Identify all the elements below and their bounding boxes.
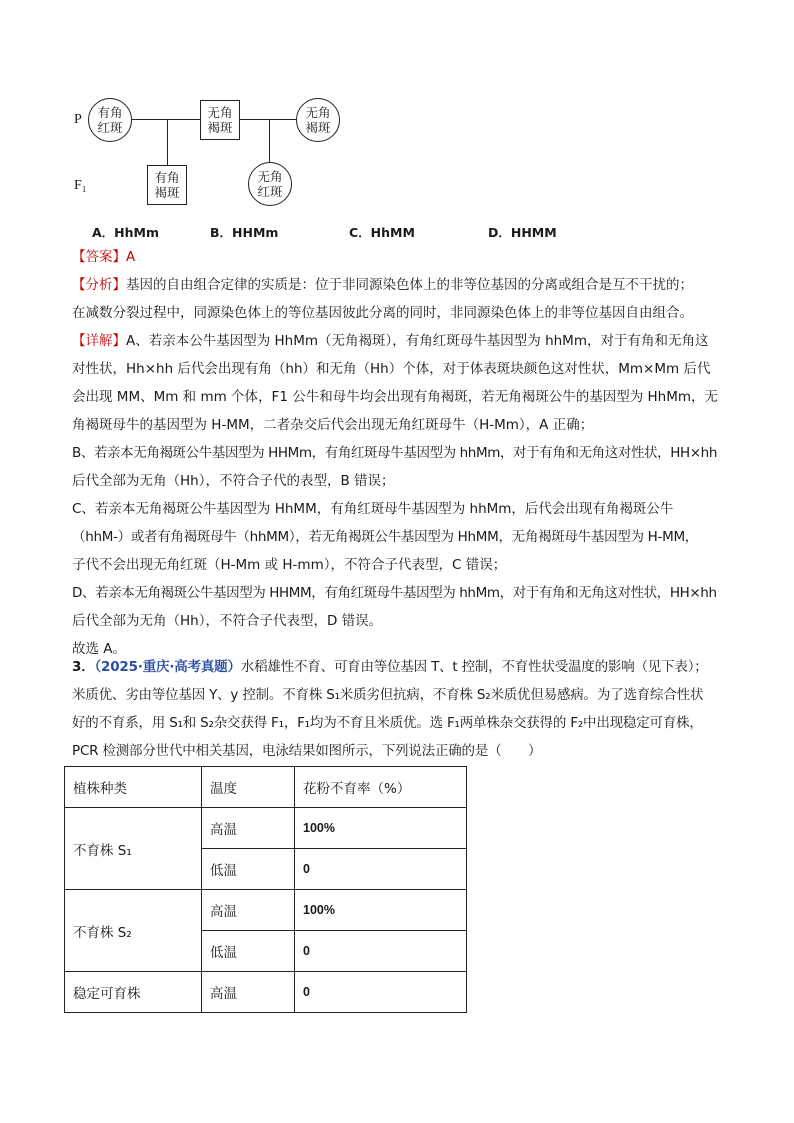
answer-line (72, 243, 732, 271)
table-cell-temp: 高温 (202, 972, 295, 1013)
analysis-line-2: 在减数分裂过程中，同源染色体上的等位基因彼此分离的同时，非同源染色体上的非等位基因自由组合。 (72, 305, 693, 321)
table-row (65, 890, 467, 931)
detail-line-6: 后代全部为无角（Hh），不符合子代的表型，B 错误； (72, 473, 395, 489)
option-c: C．HhMM (349, 225, 415, 240)
detail-line-9: 子代不会出现无角红斑（H-Mm 或 H-mm），不符合子代表型，C 错误； (72, 557, 507, 573)
table-cell-rate: 0 (295, 849, 467, 890)
table-cell-rate: 100% (295, 890, 467, 931)
detail-line-8: （hhM-）或者有角褐斑母牛（hhMM），若无角褐斑公牛基因型为 HhMM，无角褐斑母牛基因型为 H-MM， (72, 529, 698, 545)
descent-line-left (167, 119, 168, 165)
table-cell-rate: 0 (295, 972, 467, 1013)
answer-value: A (126, 249, 136, 265)
table-header: 花粉不育率（%） (295, 767, 467, 808)
analysis-label: 【分析】 (72, 277, 126, 293)
table-cell-plant: 稳定可育株 (65, 972, 202, 1013)
solution-section (72, 243, 732, 663)
option-a: A．HhMm (92, 225, 159, 240)
table-header: 植株种类 (65, 767, 202, 808)
f1-female-node: 无角 红斑 (248, 162, 292, 206)
question-number: 3． (72, 659, 95, 675)
detail-line-1: 【详解】A、若亲本公牛基因型为 HhMm（无角褐斑），有角红斑母牛基因型为 hhMm，对于有角和无角这 (72, 333, 709, 349)
detail-line-7: C、若亲本无角褐斑公牛基因型为 HhMM，有角红斑母牛基因型为 hhMm，后代会出现有角褐斑公牛 (72, 501, 674, 517)
question-3-line-2: 米质优、劣由等位基因 Y、y 控制。不育株 S₁米质劣但抗病，不育株 S₂米质优但易感病。为了选育综合性状 (72, 687, 704, 703)
p-female-right-node: 无角 褐斑 (296, 98, 340, 142)
option-b: B．HHMm (210, 225, 279, 240)
table-row (65, 808, 467, 849)
f1-male-node: 有角 褐斑 (147, 165, 187, 205)
table-cell-temp: 低温 (202, 931, 295, 972)
table-cell-plant: 不育株 S₁ (65, 808, 202, 890)
answer-label: 【答案】 (72, 249, 126, 265)
detail-line-5: B、若亲本无角褐斑公牛基因型为 HHMm，有角红斑母牛基因型为 hhMm，对于有角和无角这对性状，HH×hh (72, 445, 717, 461)
descent-line-right (269, 119, 270, 162)
table-header-row (65, 767, 467, 808)
question-3-line-3: 好的不育系，用 S₁和 S₂杂交获得 F₁，F₁均为不育且米质优。选 F₁两单株杂交获得的 F₂中出现稳定可育株， (72, 715, 703, 731)
detail-line-2: 对性状，Hh×hh 后代会出现有角（hh）和无角（Hh）个体，对于体表斑块颜色这对性状，Mm×Mm 后代 (72, 361, 711, 377)
generation-p-label: P (74, 112, 82, 127)
question-3-line-1: 3．（2025·重庆·高考真题）水稻雄性不育、可育由等位基因 T、t 控制，不育性状受温度的影响（见下表）； (72, 659, 708, 675)
table-cell-plant: 不育株 S₂ (65, 890, 202, 972)
detail-line-11: 后代全部为无角（Hh），不符合子代表型，D 错误。 (72, 613, 383, 629)
question-source: （2025·重庆·高考真题） (94, 659, 241, 675)
detail-line-3: 会出现 MM、Mm 和 mm 个体，F1 公牛和母牛均会出现有角褐斑，若无角褐斑公牛的基因型为 HhMm，无 (72, 389, 719, 405)
mating-line-left (132, 119, 200, 120)
pedigree-diagram (70, 90, 370, 220)
detail-line-4: 角褐斑母牛的基因型为 H-MM，二者杂交后代会出现无角红斑母牛（H-Mm），A 正确； (72, 417, 594, 433)
table-cell-temp: 高温 (202, 808, 295, 849)
p-female-left-node: 有角 红斑 (88, 98, 132, 142)
option-d: D．HHMM (488, 225, 557, 240)
question-3 (72, 653, 732, 765)
table-cell-rate: 0 (295, 931, 467, 972)
p-male-node: 无角 褐斑 (200, 100, 240, 140)
mating-line-right (240, 119, 296, 120)
analysis-line-1: 【分析】基因的自由组合定律的实质是：位于非同源染色体上的非等位基因的分离或组合是互不干扰的； (72, 277, 693, 293)
question-3-line-4: PCR 检测部分世代中相关基因，电泳结果如图所示，下列说法正确的是（ ） (72, 743, 542, 759)
detail-label: 【详解】 (72, 333, 126, 349)
table-row (65, 972, 467, 1013)
table-header: 温度 (202, 767, 295, 808)
generation-f1-label: F₁ (74, 178, 87, 193)
table-cell-rate: 100% (295, 808, 467, 849)
conclusion-line: 故选 A。 (72, 641, 127, 657)
table-cell-temp: 低温 (202, 849, 295, 890)
table-cell-temp: 高温 (202, 890, 295, 931)
sterility-table (64, 766, 467, 1013)
detail-line-10: D、若亲本无角褐斑公牛基因型为 HHMM，有角红斑母牛基因型为 hhMm，对于有角和无角这对性状，HH×hh (72, 585, 717, 601)
